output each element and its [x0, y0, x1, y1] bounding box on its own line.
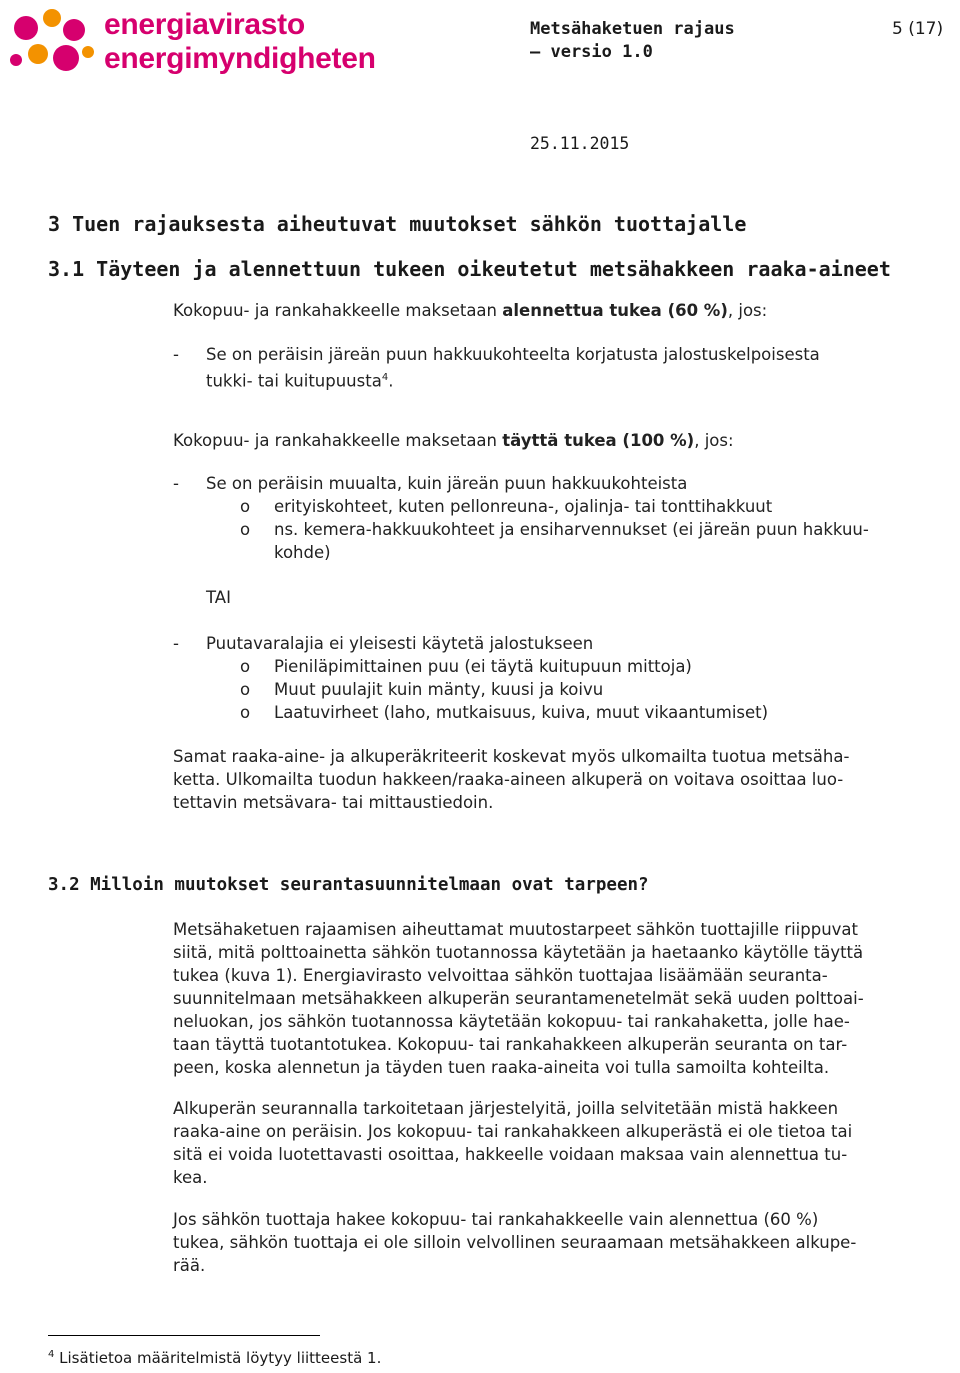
full-intro-text: Kokopuu- ja rankahakkeelle maksetaan: [173, 431, 503, 450]
full-item2: Puutavaralajia ei yleisesti käytetä jalostukseen: [206, 634, 594, 653]
footnote-divider: [48, 1335, 320, 1336]
full-item1-sub1: erityiskohteet, kuten pellonreuna-, ojalinja- tai tonttihakkuut: [274, 497, 773, 516]
footnote-number: 4: [48, 1349, 55, 1360]
paragraph-line: Samat raaka-aine- ja alkuperäkriteerit koskevat myös ulkomailta tuotua metsäha-: [173, 747, 850, 766]
paragraph-line: siitä, mitä polttoainetta sähkön tuotannossa käytetään ja haetaanko käytölle täyttä: [173, 943, 864, 962]
paragraph-line: tettavin metsävara- tai mittaustiedoin.: [173, 793, 494, 812]
paragraph-line: neluokan, jos sähkön tuotannossa käytetään kokopuu- tai rankahaketta, jolle hae-: [173, 1012, 850, 1031]
reduced-bullet-line1: Se on peräisin järeän puun hakkuukohteelta korjatusta jalostuskelpoisesta: [206, 345, 820, 364]
circle-bullet: o: [240, 703, 251, 722]
bullet-dash: -: [173, 474, 179, 493]
paragraph-line: kea.: [173, 1168, 208, 1187]
logo-text-fi: energiavirasto: [104, 8, 305, 41]
footnote: [48, 1349, 381, 1367]
paragraph-line: tukea, sähkön tuottaja ei ole silloin velvollinen seuraamaan metsähakkeen alkupe-: [173, 1233, 857, 1252]
reduced-support-emphasis: alennettua tukea (60 %): [502, 301, 728, 320]
bullet-dash: -: [173, 345, 179, 364]
energiavirasto-logo: [4, 4, 376, 78]
reduced-bullet-line2: [206, 366, 393, 393]
paragraph-line: taan täyttä tuotantotukea. Kokopuu- tai rankahakkeen alkuperän seuranta on tar-: [173, 1035, 848, 1054]
paragraph-line: ketta. Ulkomailta tuodun hakkeen/raaka-aineen alkuperä on voitava osoittaa luo-: [173, 770, 844, 789]
paragraph-line: sitä ei voida luotettavasti osoittaa, hakkeelle voidaan maksaa vain alennettua tu-: [173, 1145, 848, 1164]
paragraph-line: tukea (kuva 1). Energiavirasto velvoittaa sähkön tuottajaa lisäämään seuranta-: [173, 966, 828, 985]
reduced-intro-text: Kokopuu- ja rankahakkeelle maksetaan: [173, 301, 503, 320]
bullet-dash: -: [173, 634, 179, 653]
section-3-title: 3 Tuen rajauksesta aiheutuvat muutokset sähkön tuottajalle: [48, 212, 747, 236]
paragraph-line: suunnitelmaan metsähakkeen alkuperän seurantamenetelmät sekä uuden polttoai-: [173, 989, 864, 1008]
footnote-text: Lisätietoa määritelmistä löytyy liitteestä 1.: [59, 1349, 382, 1367]
logo-text-sv: energimyndigheten: [104, 42, 376, 75]
paragraph-line: Jos sähkön tuottaja hakee kokopuu- tai rankahakkeelle vain alennettua (60 %): [173, 1210, 819, 1229]
full-item1-sub2-line1: ns. kemera-hakkuukohteet ja ensiharvennukset (ei järeän puun hakkuu-: [274, 520, 869, 539]
paragraph-line: rää.: [173, 1256, 206, 1275]
circle-bullet: o: [240, 497, 251, 516]
full-item1: Se on peräisin muualta, kuin järeän puun hakkuukohteista: [206, 474, 688, 493]
paragraph-line: Metsähaketuen rajaamisen aiheuttamat muutostarpeet sähkön tuottajille riippuvat: [173, 920, 858, 939]
full-support-intro: [173, 429, 734, 452]
doc-title: Metsähaketuen rajaus: [530, 19, 735, 39]
reduced-bullet-line2-text: tukki- tai kuitupuusta: [206, 371, 382, 391]
logo-mark-icon: [4, 4, 100, 78]
reduced-support-intro: [173, 299, 767, 322]
full-item2-sub2: Muut puulajit kuin mänty, kuusi ja koivu: [274, 680, 604, 699]
full-support-emphasis: täyttä tukea (100 %): [502, 431, 695, 450]
reduced-bullet-end: .: [388, 371, 394, 391]
circle-bullet: o: [240, 657, 251, 676]
circle-bullet: o: [240, 520, 251, 539]
paragraph-line: raaka-aine on peräisin. Jos kokopuu- tai rankahakkeen alkuperästä ei ole tietoa tai: [173, 1122, 853, 1141]
full-item1-sub2-line2: kohde): [274, 543, 331, 562]
paragraph-line: peen, koska alennetun ja täyden tuen raaka-aineita voi tulla samoilta kohteilta.: [173, 1058, 830, 1077]
section-3-1-title: 3.1 Täyteen ja alennettuun tukeen oikeutetut metsähakkeen raaka-aineet: [48, 257, 891, 281]
full-item2-sub3: Laatuvirheet (laho, mutkaisuus, kuiva, muut vikaantumiset): [274, 703, 769, 722]
footnote-ref: 4: [381, 372, 389, 383]
doc-version: – versio 1.0: [530, 42, 653, 62]
circle-bullet: o: [240, 680, 251, 699]
reduced-intro-end: , jos:: [727, 301, 768, 320]
paragraph-line: Alkuperän seurannalla tarkoitetaan järjestelyitä, joilla selvitetään mistä hakkeen: [173, 1099, 839, 1118]
page-number: 5 (17): [892, 19, 944, 39]
full-item2-sub1: Pieniläpimittainen puu (ei täytä kuitupuun mittoja): [274, 657, 692, 676]
section-3-2-title: 3.2 Milloin muutokset seurantasuunnitelmaan ovat tarpeen?: [48, 875, 649, 895]
full-intro-end: , jos:: [694, 431, 734, 450]
or-separator: TAI: [206, 588, 231, 607]
doc-date: 25.11.2015: [530, 134, 630, 153]
